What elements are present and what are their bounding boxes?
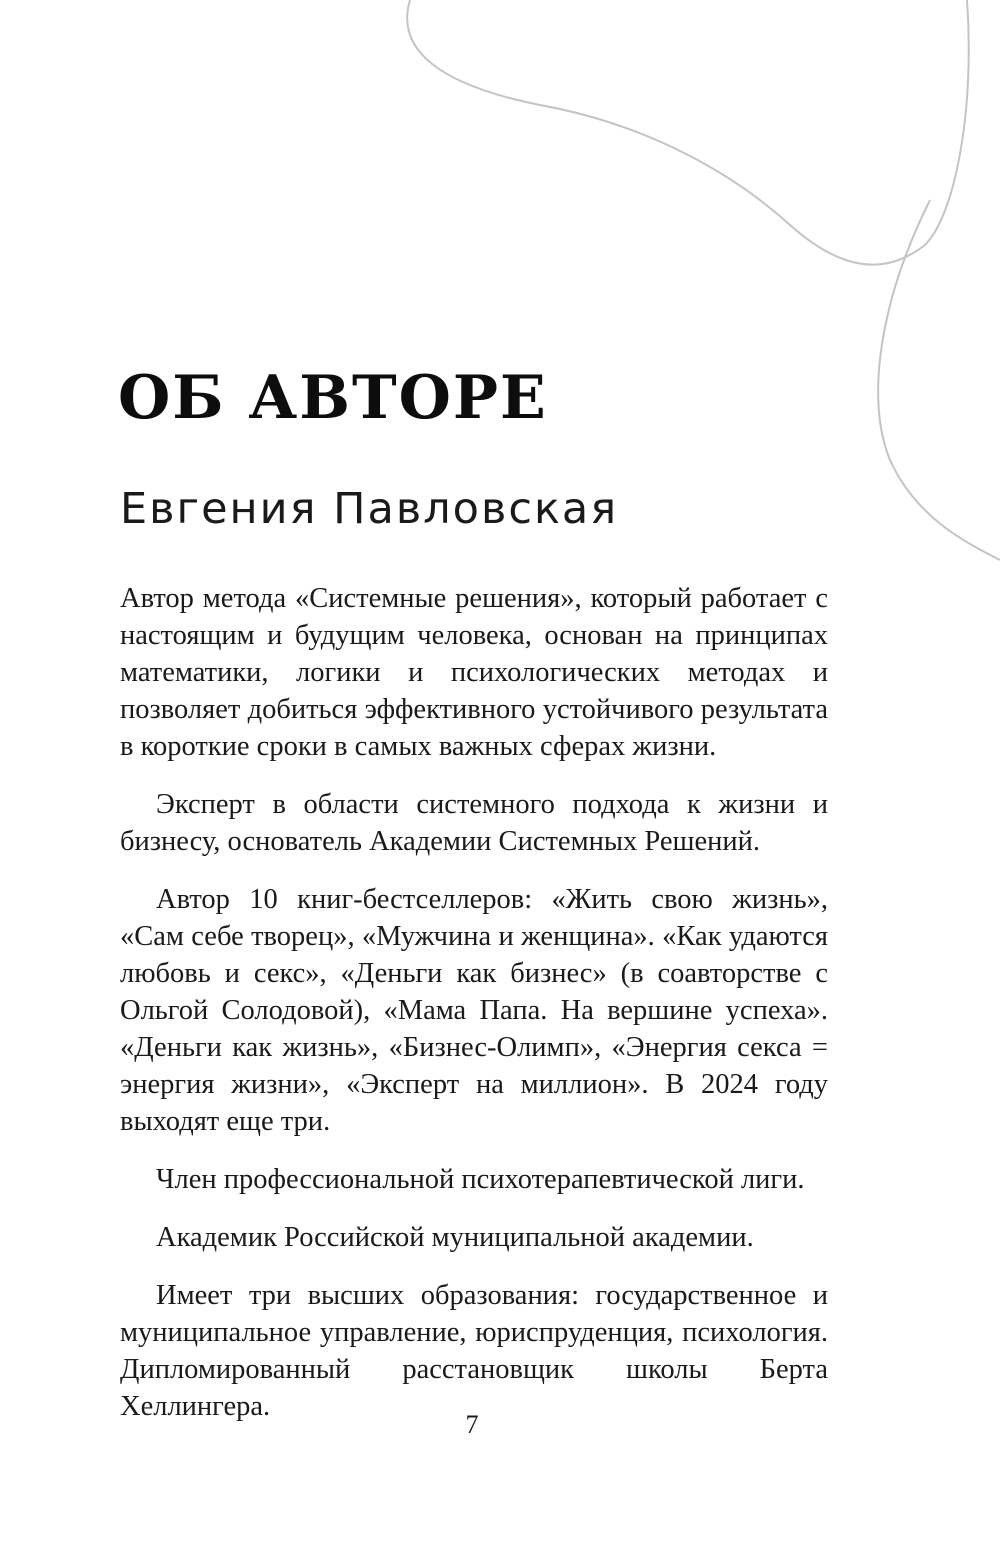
author-bio — [120, 580, 828, 1446]
decorative-curve-loop — [407, 0, 969, 265]
bio-paragraph-academy: Академик Российской муниципальной академии. — [156, 1222, 754, 1253]
bio-paragraph-books: Автор 10 книг-бестселлеров: «Жить свою жизнь», «Сам себе творец», «Мужчина и женщина». «Как удаются любовь и секс», «Деньги как бизнес» (в соавторстве с Ольгой Солодовой), «Мама Папа. На вершине успеха». «Деньги как жизнь», «Бизнес-Олимп», «Энергия секса = энергия жизни», «Эксперт на миллион». В 2024 году выходят еще три. — [120, 884, 828, 1137]
decorative-curve-side — [878, 200, 1000, 560]
bio-paragraph-league: Член профессиональной психотерапевтической лиги. — [156, 1164, 805, 1195]
bio-paragraph-education: Имеет три высших образования: государственное и муниципальное управление, юриспруденция, психология. Дипломированный расстановщик школы Берта Хеллингера. — [120, 1280, 828, 1422]
page-title: ОБ АВТОРЕ — [118, 363, 548, 433]
author-name: Евгения Павловская — [120, 484, 619, 534]
page-number: 7 — [465, 1410, 479, 1439]
bio-paragraph-method: Автор метода «Системные решения», который работает с настоящим и будущим человека, основан на принципах математики, логики и психологических методах и позволяет добиться эффективного устойчивого результата в короткие сроки в самых важных сферах жизни. — [120, 583, 828, 762]
bio-paragraph-expert: Эксперт в области системного подхода к жизни и бизнесу, основатель Академии Системных Решений. — [120, 789, 828, 857]
